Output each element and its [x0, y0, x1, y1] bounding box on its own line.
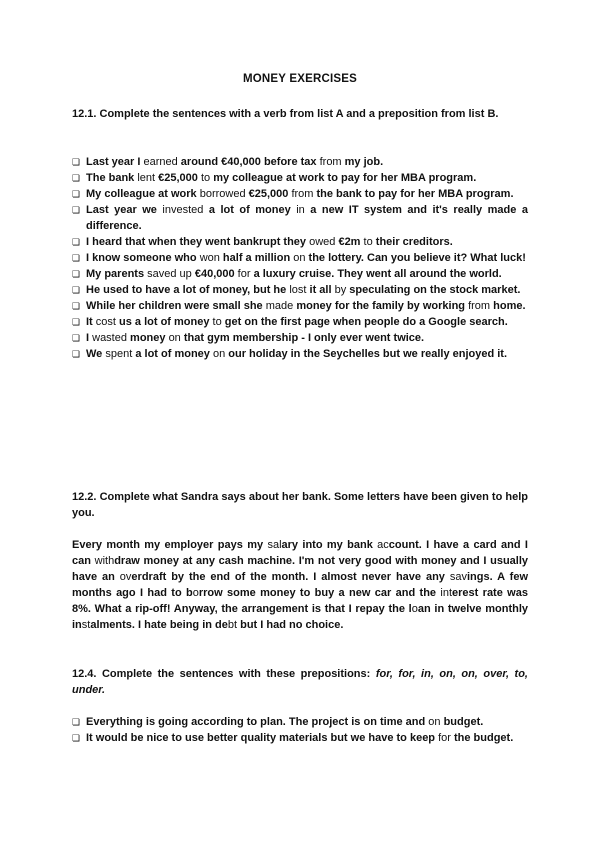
answer-word: to — [200, 172, 211, 184]
text-run: erdraft by the end of the month. I almost never have any — [131, 571, 450, 583]
text-run: our holiday in the Seychelles but we really enjoyed it. — [225, 348, 508, 360]
text-run: but I had no choice. — [237, 619, 344, 631]
checkbox-bullet-icon: ❏ — [72, 285, 81, 295]
list-item — [72, 730, 528, 746]
answer-word: from — [468, 300, 491, 312]
answer-word: st — [81, 619, 91, 631]
text-run: the budget. — [450, 732, 514, 744]
answer-word: int — [440, 587, 453, 599]
text-run: the bank to pay for her MBA program. — [313, 188, 514, 200]
answer-word: from — [319, 156, 342, 168]
text-run: a lot of money — [203, 204, 297, 216]
instruction-lead: 12.4. Complete the sentences with these prepositions: — [72, 668, 376, 680]
sentence-text — [86, 316, 508, 328]
text-run: us a lot of money — [115, 316, 213, 328]
text-run: I heard that when they went bankrupt they — [86, 236, 310, 248]
text-run: home. — [490, 300, 526, 312]
text-run: I — [86, 332, 93, 344]
list-item — [72, 234, 528, 250]
text-run: ary into my bank — [281, 539, 378, 551]
checkbox-bullet-icon: ❏ — [72, 317, 81, 327]
text-run: get on the first page when people do a Google search. — [221, 316, 508, 328]
checkbox-bullet-icon: ❏ — [72, 349, 81, 359]
list-item — [72, 298, 528, 314]
list-item — [72, 314, 528, 330]
text-run: a luxury cruise. They went all around the world. — [250, 268, 502, 280]
answer-word: sal — [267, 539, 282, 551]
checkbox-bullet-icon: ❏ — [72, 237, 81, 247]
checkbox-bullet-icon: ❏ — [72, 717, 81, 727]
text-run: a lot of money — [132, 348, 213, 360]
text-run: count. I have a card and I can — [72, 539, 528, 567]
answer-word: for — [438, 732, 451, 744]
text-run: erest rate was 8%. What a rip-off! Anyway, the arrangement is that I repay the l — [72, 587, 528, 615]
checkbox-bullet-icon: ❏ — [72, 189, 81, 199]
answer-word: from — [291, 188, 314, 200]
text-run: speculating on the stock market. — [346, 284, 521, 296]
sentence-text — [86, 204, 528, 232]
sentence-text — [86, 236, 453, 248]
text-run: their creditors. — [372, 236, 453, 248]
exercise-12-2-instruction: 12.2. Complete what Sandra says about her bank. Some letters have been given to help you. — [72, 491, 528, 519]
text-run: money — [126, 332, 169, 344]
sentence-text — [86, 252, 526, 264]
answer-word: wasted — [92, 332, 127, 344]
answer-word: o — [411, 603, 418, 615]
text-run: around €40,000 before tax — [177, 156, 320, 168]
text-run: It — [86, 316, 96, 328]
answer-word: lent — [137, 172, 156, 184]
answer-word: bt — [227, 619, 238, 631]
text-run: it all — [306, 284, 335, 296]
answer-word: o — [192, 587, 199, 599]
text-run: Everything is going according to plan. The project is on time and — [86, 716, 429, 728]
answer-word: in — [296, 204, 305, 216]
exercise-12-4-instruction — [72, 666, 528, 698]
list-item — [72, 714, 528, 730]
text-run: rrow some money to buy a new car and the — [198, 587, 441, 599]
list-item — [72, 330, 528, 346]
list-item — [72, 346, 528, 362]
preposition-list: for, for, in, on, on, over, to, under. — [72, 668, 528, 696]
sentence-text — [86, 156, 383, 168]
answer-word: with — [94, 555, 115, 567]
text-run: Last year I — [86, 156, 144, 168]
sentence-text — [86, 716, 483, 728]
page-title: MONEY EXERCISES — [243, 73, 357, 85]
checkbox-bullet-icon: ❏ — [72, 173, 81, 183]
text-run: My parents — [86, 268, 148, 280]
text-run: Every month my employer pays my — [72, 539, 268, 551]
answer-word: to — [212, 316, 222, 328]
answer-word: to — [363, 236, 373, 248]
text-run: €25,000 — [155, 172, 201, 184]
checkbox-bullet-icon: ❏ — [72, 333, 81, 343]
answer-word: by — [334, 284, 347, 296]
sentence-text — [86, 332, 424, 344]
answer-word: borrowed — [199, 188, 246, 200]
text-run: €40,000 — [191, 268, 238, 280]
list-item — [72, 202, 528, 234]
list-item — [72, 266, 528, 282]
text-run: my job. — [341, 156, 384, 168]
text-run: a new IT system and it's really made a difference. — [86, 204, 528, 232]
text-run: money for the family by working — [293, 300, 469, 312]
checkbox-bullet-icon: ❏ — [72, 253, 81, 263]
text-run: While her children were small she — [86, 300, 266, 312]
list-item — [72, 170, 528, 186]
sentence-text — [86, 268, 502, 280]
answer-word: cost — [95, 316, 116, 328]
list-item — [72, 282, 528, 298]
text-run: half a million — [219, 252, 294, 264]
text-run: The bank — [86, 172, 138, 184]
exercise-12-1-list — [72, 154, 528, 362]
exercise-12-2-paragraph — [72, 537, 528, 633]
text-run: €2m — [335, 236, 364, 248]
sentence-text — [86, 284, 520, 296]
text-run: €25,000 — [245, 188, 292, 200]
answer-word: saved up — [147, 268, 192, 280]
text-run: I know someone who — [86, 252, 200, 264]
sentence-text — [86, 172, 476, 184]
answer-word: invested — [162, 204, 204, 216]
answer-word: spent — [105, 348, 133, 360]
text-run: We — [86, 348, 106, 360]
sentence-text — [86, 188, 514, 200]
text-run: It would be nice to use better quality materials but we have to keep — [86, 732, 439, 744]
checkbox-bullet-icon: ❏ — [72, 733, 81, 743]
exercise-12-4-list — [72, 714, 528, 746]
text-run: ings. A few months ago I had to b — [72, 571, 528, 599]
sentence-text — [86, 300, 526, 312]
text-run: my colleague at work to pay for her MBA program. — [210, 172, 477, 184]
answer-word: sav — [449, 571, 467, 583]
list-item — [72, 186, 528, 202]
text-run: the lottery. Can you believe it? What luck! — [305, 252, 526, 264]
text-run: draw money at any cash machine. I'm not very good with money and I usually have an — [72, 555, 529, 583]
sentence-text — [86, 348, 507, 360]
answer-word: owed — [309, 236, 336, 248]
answer-word: lost — [289, 284, 307, 296]
answer-word: for — [237, 268, 251, 280]
answer-word: on — [212, 348, 226, 360]
sentence-text — [86, 732, 513, 744]
checkbox-bullet-icon: ❏ — [72, 157, 81, 167]
text-run: My colleague at work — [86, 188, 200, 200]
text-run: an in twelve monthly in — [72, 603, 529, 631]
answer-word: on — [168, 332, 181, 344]
checkbox-bullet-icon: ❏ — [72, 205, 81, 215]
text-run: budget. — [440, 716, 484, 728]
answer-word: made — [265, 300, 294, 312]
answer-word: on — [293, 252, 306, 264]
answer-word: on — [428, 716, 441, 728]
answer-word: won — [199, 252, 220, 264]
list-item — [72, 154, 528, 170]
answer-word: ac — [377, 539, 389, 551]
exercise-12-1-instruction: 12.1. Complete the sentences with a verb from list A and a preposition from list B. — [72, 108, 499, 120]
checkbox-bullet-icon: ❏ — [72, 301, 81, 311]
checkbox-bullet-icon: ❏ — [72, 269, 81, 279]
answer-word: ov — [119, 571, 132, 583]
text-run: He used to have a lot of money, but he — [86, 284, 290, 296]
text-run: Last year we — [86, 204, 163, 216]
list-item — [72, 250, 528, 266]
answer-word: earned — [143, 156, 178, 168]
text-run: alments. I hate being in de — [90, 619, 228, 631]
text-run: that gym membership - I only ever went twice. — [180, 332, 425, 344]
